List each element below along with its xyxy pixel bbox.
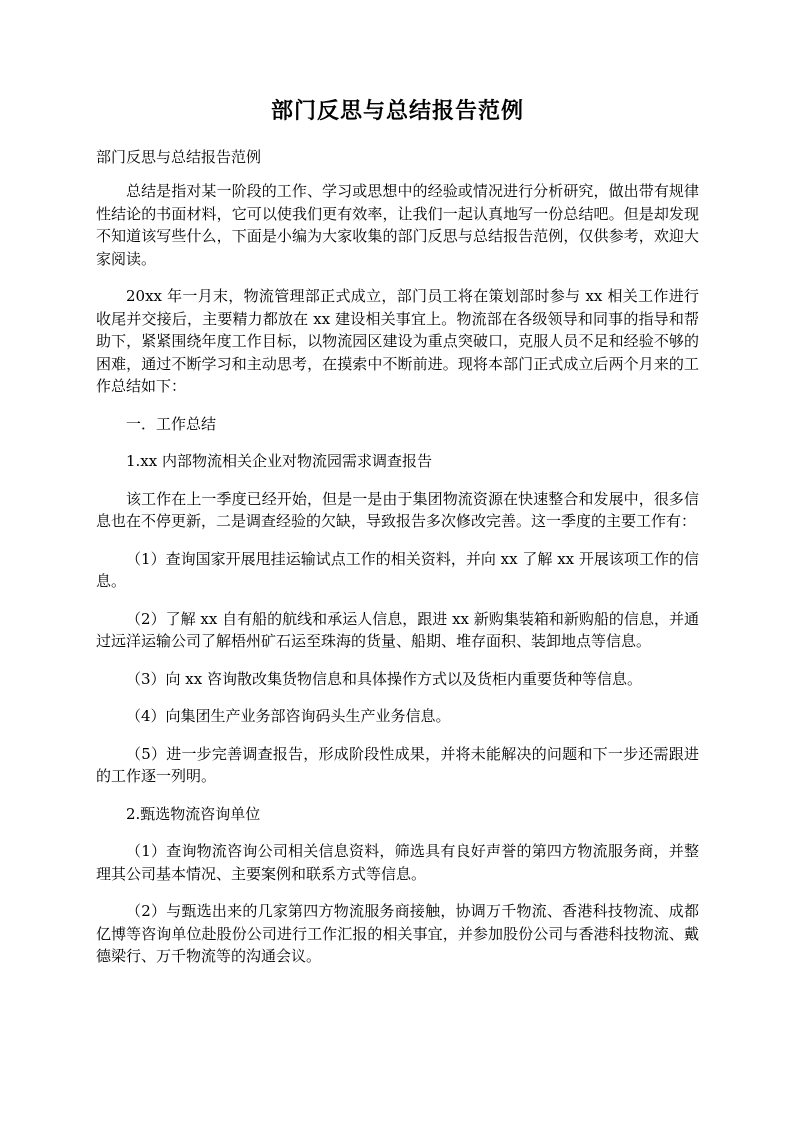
subsection-heading-survey-report: 1.xx 内部物流相关企业对物流园需求调查报告 xyxy=(126,452,433,470)
survey-paragraph: 该工作在上一季度已经开始，但是一是由于集团物流资源在快速整合和发展中，很多信息也在不停更新，二是调查经验的欠缺，导致报告多次修改完善。这一季度的主要工作有： xyxy=(96,489,699,530)
survey-item-2: （2）了解 xx 自有船的航线和承运人信息，跟进 xx 新购集装箱和新购船的信息，并通过远洋运输公司了解梧州矿石运至珠海的货量、船期、堆存面积、装卸地点等信息。 xyxy=(96,609,699,650)
survey-item-4: （4）向集团生产业务部咨询码头生产业务信息。 xyxy=(126,707,451,725)
document-subtitle: 部门反思与总结报告范例 xyxy=(96,148,262,166)
section-heading-work-summary: 一．工作总结 xyxy=(126,414,217,433)
intro-paragraph: 总结是指对某一阶段的工作、学习或思想中的经验或情况进行分析研究，做出带有规律性结论的书面材料，它可以使我们更有效率，让我们一起认真地写一份总结吧。但是却发现不知道该写些什么，下面是小编为大家收集的部门反思与总结报告范例，仅供参考，欢迎大家阅读。 xyxy=(96,182,699,268)
document-title: 部门反思与总结报告范例 xyxy=(270,98,524,124)
consulting-item-1: （1）查询物流咨询公司相关信息资料，筛选具有良好声誉的第四方物流服务商，并整理其公司基本情况、主要案例和联系方式等信息。 xyxy=(96,842,699,883)
subsection-heading-consulting: 2.甄选物流咨询单位 xyxy=(126,804,261,823)
survey-item-5: （5）进一步完善调查报告，形成阶段性成果，并将未能解决的问题和下一步还需跟进的工作逐一列明。 xyxy=(96,744,699,785)
survey-item-1: （1）查询国家开展甩挂运输试点工作的相关资料，并向 xx 了解 xx 开展该项工作的信息。 xyxy=(96,549,699,590)
consulting-item-2: （2）与甄选出来的几家第四方物流服务商接触，协调万千物流、香港科技物流、成都亿博等咨询单位赴股份公司进行工作汇报的相关事宜，并参加股份公司与香港科技物流、戴德梁行、万千物流等的沟通会议。 xyxy=(96,902,699,965)
overview-paragraph: 20xx 年一月末，物流管理部正式成立，部门员工将在策划部时参与 xx 相关工作进行收尾并交接后，主要精力都放在 xx 建设相关事宜上。物流部在各级领导和同事的指导和帮助下，紧紧围绕年度工作目标，以物流园区建设为重点突破口，克服人员不足和经验不够的困难，通过不断学习和主动思考，在摸索中不断前进。现将本部门正式成立后两个月来的工作总结如下： xyxy=(96,287,699,395)
survey-item-3: （3）向 xx 咨询散改集货物信息和具体操作方式以及货柜内重要货种等信息。 xyxy=(126,669,643,688)
